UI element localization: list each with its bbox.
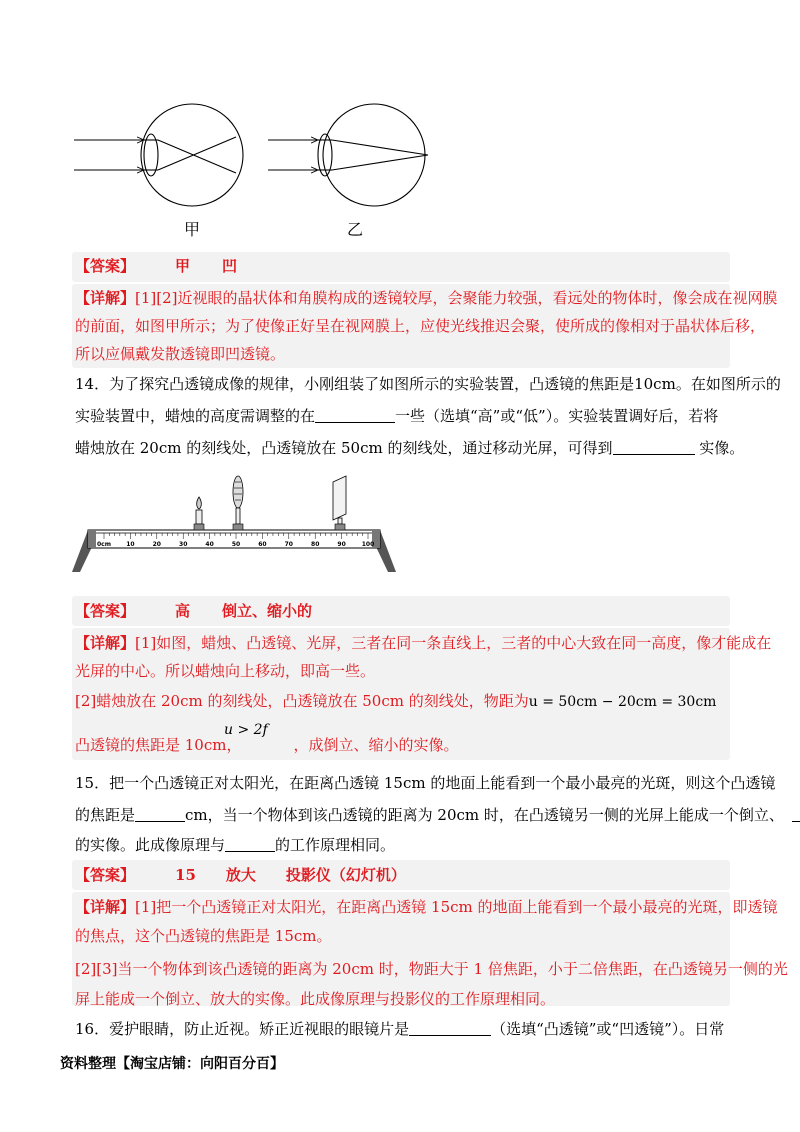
eye-yi [268, 104, 428, 206]
footer-source: 资料整理【淘宝店铺：向阳百分百】 [60, 1056, 284, 1072]
optical-bench [70, 472, 400, 578]
inequality-formula: u > 2f [224, 722, 268, 738]
answer-1: 15 [175, 866, 196, 884]
q14-blank-2[interactable] [613, 438, 695, 455]
bench-scale-label: 10 [126, 541, 135, 548]
bench-scale-label: 80 [311, 541, 320, 548]
bench-scale-label: 100 [361, 541, 375, 548]
eye-jia [74, 104, 243, 206]
candle [194, 497, 204, 530]
answer-2: 凹 [222, 257, 238, 275]
q15-detail-line-4: 屏上能成一个倒立、放大的实像。此成像原理与投影仪的工作原理相同。 [75, 990, 556, 1008]
answer-1: 高 [175, 602, 191, 620]
q15-blank-2[interactable] [792, 805, 800, 822]
bench-scale-label: 20 [152, 541, 161, 548]
q14-line-2: 实验装置中，蜡烛的高度需调整的在 一些（选填“高”或“低”）。实验装置调好后，若将 [75, 407, 719, 425]
q15-line-1: 15．把一个凸透镜正对太阳光，在距离凸透镜 15cm 的地面上能看到一个最小最亮的光斑，则这个凸透镜 [75, 774, 776, 792]
answer-tag: 【答案】 [75, 602, 136, 620]
q14-line-1: 14．为了探究凸透镜成像的规律，小刚组装了如图所示的实验装置，凸透镜的焦距是10cm。在如图所示的 [75, 375, 781, 393]
answer-1: 甲 [175, 257, 191, 275]
q15-blank-1[interactable] [135, 805, 185, 822]
answer-3: 投影仪（幻灯机） [285, 866, 406, 884]
q15-line-2: 的焦距是 cm，当一个物体到该凸透镜的距离为 20cm 时，在凸透镜另一侧的光屏上能成一个倒立、 [75, 804, 800, 826]
answer-2: 倒立、缩小的 [222, 602, 313, 620]
q14-blank-1[interactable] [315, 406, 395, 423]
focal-length-value: 10cm [634, 375, 676, 393]
q16-line-1: 16．爱护眼睛，防止近视。矫正近视眼的眼镜片是 （选填“凸透镜”或“凹透镜”）。日常 [75, 1020, 725, 1038]
q13-detail-line-3: 所以应佩戴发散透镜即凹透镜。 [75, 345, 286, 363]
q15-answer [75, 864, 406, 886]
detail-tag: 【详解】 [75, 289, 136, 307]
q15-detail-line-2: 的焦点，这个凸透镜的焦距是 15cm。 [75, 927, 332, 945]
bench-scale-label: 70 [284, 541, 293, 548]
bench-scale-label: 30 [179, 541, 188, 548]
q13-answer [75, 255, 237, 277]
detail-tag: 【详解】 [75, 634, 136, 652]
object-distance-formula: u = 50cm − 20cm = 30cm [528, 694, 717, 710]
answer-tag: 【答案】 [75, 866, 136, 884]
q15-detail-line-3: [2][3]当一个物体到该凸透镜的距离为 20cm 时，物距大于 1 倍焦距，小于二倍焦距，在凸透镜另一侧的光 [75, 960, 788, 978]
eye-label-jia: 甲 [184, 220, 201, 239]
detail-tag: 【详解】 [75, 898, 136, 916]
q15-detail-line-1: 【详解】[1]把一个凸透镜正对太阳光，在距离凸透镜 15cm 的地面上能看到一个最小最亮的光斑，即透镜 [75, 898, 778, 916]
q14-detail-line-3: [2]蜡烛放在 20cm 的刻线处，凸透镜放在 50cm 的刻线处，物距为u = 50cm − 20cm = 30cm [75, 692, 717, 710]
bench-scale-label: 40 [205, 541, 214, 548]
bench-scale-label: 50 [231, 541, 241, 548]
q15-blank-3[interactable] [225, 835, 275, 852]
light-screen [333, 476, 346, 530]
q14-detail-line-1: 【详解】[1]如图，蜡烛、凸透镜、光屏，三者在同一条直线上，三者的中心大致在同一高度，像才能成在 [75, 634, 772, 652]
q14-line-3: 蜡烛放在 20cm 的刻线处，凸透镜放在 50cm 的刻线处，通过移动光屏，可得到 实像。 [75, 439, 745, 457]
answer-2: 放大 [225, 866, 256, 884]
bench-scale-label: 0cm [97, 541, 111, 548]
q15-line-3: 的实像。此成像原理与 的工作原理相同。 [75, 836, 396, 854]
convex-lens [233, 476, 243, 530]
bench-scale-label: 60 [258, 541, 267, 548]
bench-scale-label: 90 [337, 541, 346, 548]
q13-detail-line-1: 【详解】[1][2]近视眼的晶状体和角膜构成的透镜较厚，会聚能力较强，看远处的物体时，像会成在视网膜 [75, 289, 778, 307]
q13-detail-line-2: 的前面，如图甲所示；为了使像正好呈在视网膜上，应使光线推迟会聚，使所成的像相对于晶状体后移， [75, 317, 766, 335]
q14-answer [75, 600, 312, 622]
eye-label-yi: 乙 [347, 220, 364, 239]
q14-detail-line-4: 凸透镜的焦距是 10cm， ，成倒立、缩小的实像。 [75, 736, 459, 754]
q14-detail-line-2: 光屏的中心。所以蜡烛向上移动，即高一些。 [75, 662, 376, 680]
eye-diagrams [60, 95, 460, 245]
q16-blank-1[interactable] [409, 1019, 491, 1036]
answer-tag: 【答案】 [75, 257, 136, 275]
